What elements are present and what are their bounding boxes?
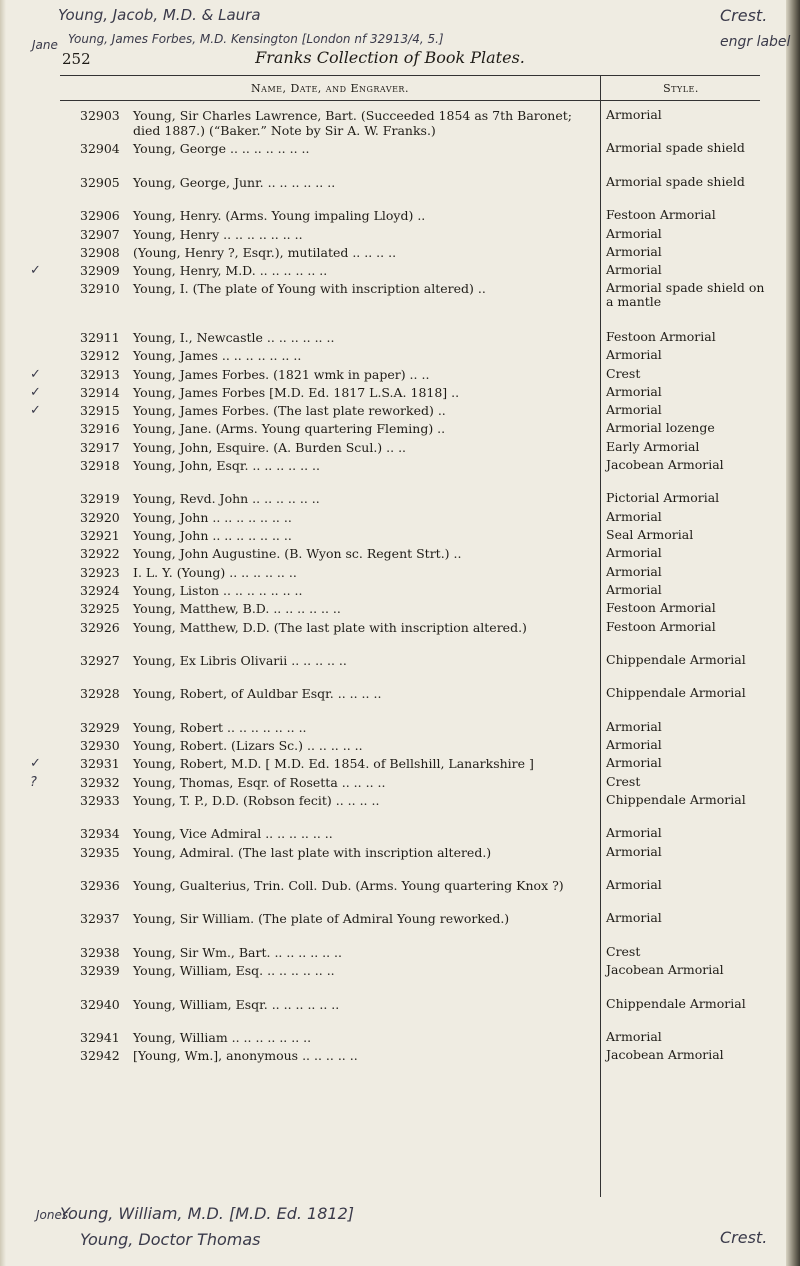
entry-number: 32934 — [80, 826, 120, 842]
entry-number: 32929 — [80, 719, 120, 735]
entry-style: Armorial — [606, 563, 662, 579]
entry-name: Young, Robert, of Auldbar Esqr. .. .. .. .. — [133, 686, 382, 702]
entry-name: Young, Henry .. .. .. .. .. .. .. — [133, 226, 303, 242]
entry-style: Seal Armorial — [606, 527, 694, 542]
entry-style: Armorial — [606, 910, 662, 926]
margin-check-mark: ✓ — [30, 366, 41, 382]
entry-style: Armorial — [606, 581, 662, 597]
entry-number: 32925 — [80, 601, 120, 617]
entry-name: Young, I. (The plate of Young with inscription altered) .. — [133, 281, 486, 297]
entry-style: Festoon Armorial — [606, 328, 716, 344]
entry-name: Young, Robert .. .. .. .. .. .. .. — [133, 719, 307, 735]
entry-style: Armorial — [606, 1028, 662, 1044]
entry-name: Young, William, Esqr. .. .. .. .. .. .. — [133, 996, 340, 1012]
entry-name: Young, William .. .. .. .. .. .. .. — [133, 1029, 312, 1045]
entry-number: 32910 — [80, 281, 120, 297]
entry-style: Armorial — [606, 825, 662, 841]
entry-style: Armorial — [606, 402, 662, 418]
margin-check-mark: ? — [30, 774, 37, 790]
entry-number: 32903 — [80, 108, 120, 123]
handwritten-note-bottom-second: Young, Doctor Thomas — [80, 1230, 261, 1249]
entry-number: 32908 — [80, 244, 120, 260]
page-edge-left — [0, 0, 6, 1266]
entry-number: 32941 — [80, 1029, 120, 1045]
entry-style: Chippendale Armorial — [606, 651, 746, 667]
entry-style: Crest — [606, 773, 641, 789]
margin-check-mark: ✓ — [30, 263, 41, 279]
entry-number: 32930 — [80, 738, 120, 753]
entry-style: Chippendale Armorial — [606, 685, 746, 701]
entry-number: 32913 — [80, 366, 120, 382]
handwritten-note-label: engr label — [720, 34, 791, 50]
page-number: 252 — [62, 50, 91, 68]
entry-name: Young, James Forbes. (1821 wmk in paper) .. .. — [133, 366, 430, 382]
column-header-style: Style. — [663, 82, 699, 95]
entry-style: Armorial spade shield on a mantle — [606, 280, 765, 310]
table-header-rule — [60, 100, 760, 101]
entry-number: 32932 — [80, 774, 120, 790]
entry-name: Young, Sir Charles Lawrence, Bart. (Succeeded 1854 as 7th Baronet; died 1887.) (“Baker.” Note by Sir A. W. Franks.) — [133, 108, 572, 138]
entry-name: Young, Vice Admiral .. .. .. .. .. .. — [133, 826, 333, 842]
entry-number: 32905 — [80, 174, 120, 190]
entry-style: Crest — [606, 365, 641, 381]
entry-name: Young, Jane. (Arms. Young quartering Fleming) .. — [133, 421, 446, 437]
entry-number: 32906 — [80, 208, 120, 224]
entry-style: Armorial lozenge — [606, 420, 715, 436]
entry-name: Young, Henry. (Arms. Young impaling Lloyd) .. — [133, 208, 426, 224]
entry-style: Festoon Armorial — [606, 618, 716, 634]
entry-style: Armorial spade shield — [606, 140, 745, 156]
entry-style: Armorial — [606, 107, 662, 122]
entry-name: Young, Revd. John .. .. .. .. .. .. — [133, 491, 320, 507]
handwritten-note-bottom: Young, William, M.D. [M.D. Ed. 1812] — [60, 1204, 354, 1223]
entry-name: Young, John, Esquire. (A. Burden Scul.) .. .. — [133, 439, 407, 455]
entry-number: 32926 — [80, 619, 120, 635]
entry-style: Armorial — [606, 383, 662, 399]
handwritten-note-left: Jane — [32, 38, 58, 52]
entry-number: 32917 — [80, 439, 120, 455]
entry-style: Jacobean Armorial — [606, 962, 724, 978]
entry-style: Armorial — [606, 718, 662, 734]
handwritten-note-top-right: Crest. — [720, 6, 768, 25]
entry-style: Armorial — [606, 508, 662, 524]
entry-name: Young, Matthew, D.D. (The last plate with inscription altered.) — [133, 619, 527, 635]
entry-style: Armorial — [606, 347, 662, 363]
entry-name: Young, Robert. (Lizars Sc.) .. .. .. .. .. — [133, 738, 363, 753]
entry-style: Early Armorial — [606, 438, 700, 454]
entry-style: Armorial — [606, 225, 662, 241]
entry-name: Young, George, Junr. .. .. .. .. .. .. — [133, 174, 336, 190]
entry-number: 32940 — [80, 996, 120, 1012]
entry-number: 32920 — [80, 509, 120, 525]
entry-number: 32942 — [80, 1048, 120, 1064]
entry-name: Young, Sir Wm., Bart. .. .. .. .. .. .. — [133, 944, 343, 960]
entry-number: 32936 — [80, 878, 120, 893]
entry-style: Chippendale Armorial — [606, 791, 746, 807]
entry-name: Young, John Augustine. (B. Wyon sc. Regent Strt.) .. — [133, 546, 462, 562]
entry-style: Armorial — [606, 262, 662, 278]
entry-number: 32909 — [80, 263, 120, 279]
entry-number: 32904 — [80, 141, 120, 157]
entry-name: Young, Liston .. .. .. .. .. .. .. — [133, 582, 303, 598]
entry-name: Young, Robert, M.D. [ M.D. Ed. 1854. of Bellshill, Lanarkshire ] — [133, 756, 534, 772]
entry-style: Chippendale Armorial — [606, 995, 746, 1011]
entry-number: 32937 — [80, 911, 120, 927]
entry-style: Armorial — [606, 737, 662, 752]
entry-name: Young, Thomas, Esqr. of Rosetta .. .. .. .. — [133, 774, 386, 790]
entry-style: Armorial — [606, 843, 662, 859]
entry-number: 32914 — [80, 384, 120, 400]
entry-name: Young, William, Esq. .. .. .. .. .. .. — [133, 963, 335, 979]
margin-check-mark: ✓ — [30, 403, 41, 419]
entry-number: 32919 — [80, 491, 120, 507]
entry-name: Young, Matthew, B.D. .. .. .. .. .. .. — [133, 601, 341, 617]
entry-name: Young, John .. .. .. .. .. .. .. — [133, 528, 292, 543]
entry-number: 32921 — [80, 528, 120, 543]
entry-style: Festoon Armorial — [606, 207, 716, 223]
entry-number: 32931 — [80, 756, 120, 772]
entry-number: 32939 — [80, 963, 120, 979]
entry-name: (Young, Henry ?, Esqr.), mutilated .. .. .. .. — [133, 244, 397, 260]
handwritten-note-top: Young, Jacob, M.D. & Laura — [58, 6, 261, 24]
entry-name: Young, James .. .. .. .. .. .. .. — [133, 348, 302, 364]
entry-name: Young, Gualterius, Trin. Coll. Dub. (Arms. Young quartering Knox ?) — [133, 878, 564, 893]
entry-style: Crest — [606, 943, 641, 959]
entry-number: 32927 — [80, 652, 120, 668]
entry-name: Young, T. P., D.D. (Robson fecit) .. .. .. .. — [133, 792, 380, 808]
entry-style: Pictorial Armorial — [606, 490, 720, 506]
entry-style: Armorial — [606, 243, 662, 259]
entry-style: Jacobean Armorial — [606, 1047, 724, 1063]
entry-number: 32923 — [80, 564, 120, 580]
column-header-name: Name, Date, and Engraver. — [251, 82, 409, 95]
entry-number: 32938 — [80, 944, 120, 960]
margin-check-mark: ✓ — [30, 756, 41, 772]
entry-number: 32912 — [80, 348, 120, 364]
entry-name: Young, James Forbes [M.D. Ed. 1817 L.S.A. 1818] .. — [133, 384, 460, 400]
entry-name: Young, I., Newcastle .. .. .. .. .. .. — [133, 329, 335, 345]
entry-name: Young, George .. .. .. .. .. .. .. — [133, 141, 310, 157]
running-title: Franks Collection of Book Plates. — [255, 48, 525, 67]
entry-style: Festoon Armorial — [606, 600, 716, 616]
entry-number: 32924 — [80, 582, 120, 598]
entry-number: 32916 — [80, 421, 120, 437]
entry-style: Armorial — [606, 545, 662, 561]
entry-name: Young, Admiral. (The last plate with inscription altered.) — [133, 844, 492, 860]
margin-check-mark: ✓ — [30, 384, 41, 400]
handwritten-note-bottom-right: Crest. — [720, 1228, 768, 1247]
entry-number: 32928 — [80, 686, 120, 702]
entry-number: 32922 — [80, 546, 120, 562]
entry-number: 32933 — [80, 792, 120, 808]
entry-style: Jacobean Armorial — [606, 457, 724, 472]
entry-style: Armorial spade shield — [606, 173, 745, 189]
entry-name: Young, John .. .. .. .. .. .. .. — [133, 509, 292, 525]
entry-name: Young, Sir William. (The plate of Admiral Young reworked.) — [133, 911, 510, 927]
handwritten-note-bottom-left: Jones — [36, 1208, 69, 1222]
entry-style: Armorial — [606, 877, 662, 892]
entry-name: [Young, Wm.], anonymous .. .. .. .. .. — [133, 1048, 358, 1064]
page-edge-right — [786, 0, 800, 1266]
table-top-rule — [60, 75, 760, 76]
entry-number: 32907 — [80, 226, 120, 242]
entry-name: Young, James Forbes. (The last plate reworked) .. — [133, 403, 446, 419]
handwritten-note-second: Young, James Forbes, M.D. Kensington [London nf 32913/4, 5.] — [68, 32, 444, 46]
entry-number: 32915 — [80, 403, 120, 419]
entry-number: 32911 — [80, 329, 120, 345]
entry-name: Young, John, Esqr. .. .. .. .. .. .. — [133, 458, 320, 473]
entry-name: Young, Henry, M.D. .. .. .. .. .. .. — [133, 263, 328, 279]
entry-name: I. L. Y. (Young) .. .. .. .. .. .. — [133, 564, 297, 580]
entry-style: Armorial — [606, 755, 662, 771]
entry-name: Young, Ex Libris Olivarii .. .. .. .. .. — [133, 652, 347, 668]
entry-number: 32935 — [80, 844, 120, 860]
column-divider — [600, 75, 601, 1197]
entry-number: 32918 — [80, 458, 120, 473]
